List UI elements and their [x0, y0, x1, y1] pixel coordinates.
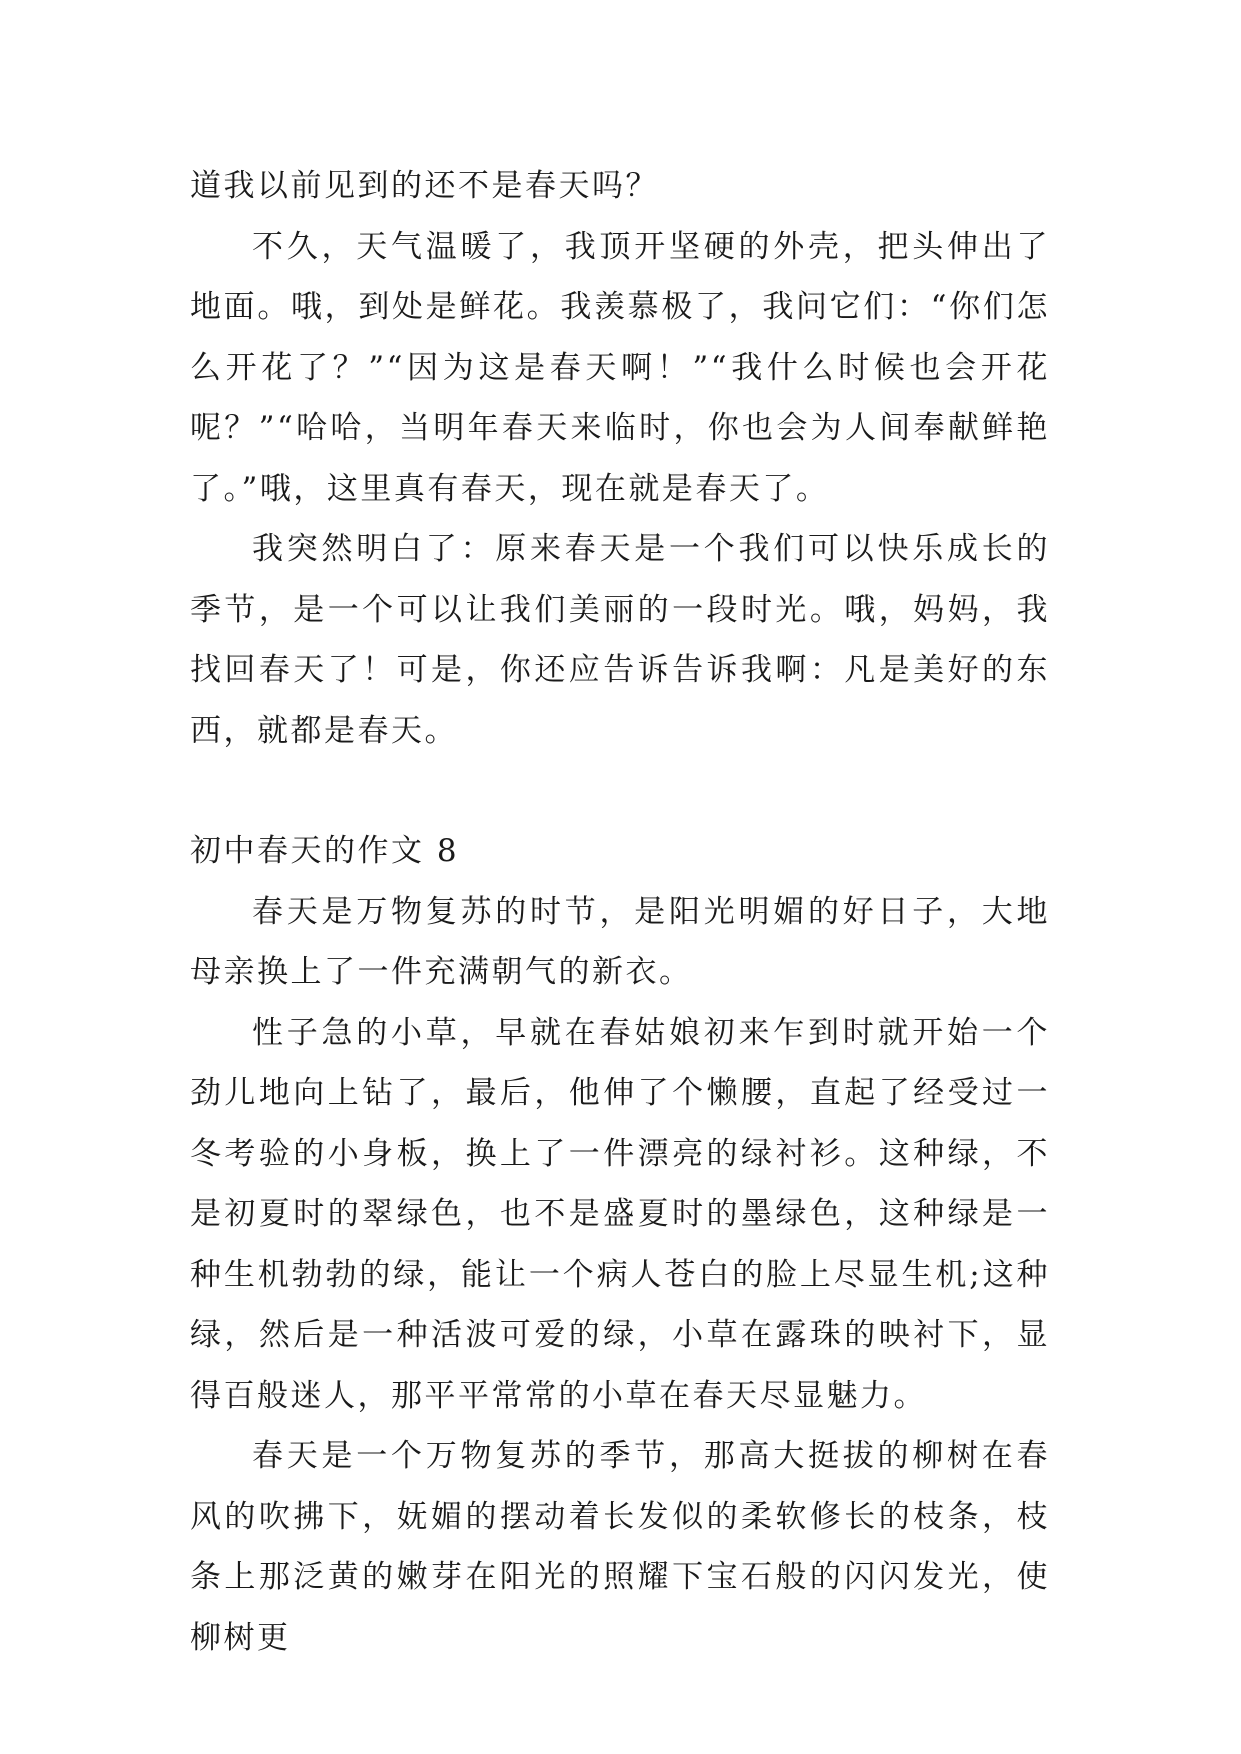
section-heading: 初中春天的作文 8 — [190, 833, 460, 869]
paragraph: 不久，天气温暖了，我顶开坚硬的外壳，把头伸出了地面。哦，到处是鲜花。我羡慕极了，我问它们：“你们怎么开花了？”“因为这是春天啊！”“我什么时候也会开花呢？”“哈哈，当明年春天来临时，你也会为人间奉献鲜艳了。”哦，这里真有春天，现在就是春天了。 — [190, 228, 1050, 507]
document-body — [190, 156, 1050, 1668]
paragraph: 春天是万物复苏的时节，是阳光明媚的好日子，大地母亲换上了一件充满朝气的新衣。 — [190, 893, 1050, 990]
paragraph: 我突然明白了：原来春天是一个我们可以快乐成长的季节，是一个可以让我们美丽的一段时光。哦，妈妈，我找回春天了！可是，你还应告诉告诉我啊：凡是美好的东西，就都是春天。 — [190, 531, 1050, 749]
paragraph: 春天是一个万物复苏的季节，那高大挺拔的柳树在春风的吹拂下，妩媚的摆动着长发似的柔软修长的枝条，枝条上那泛黄的嫩芽在阳光的照耀下宝石般的闪闪发光，使柳树更 — [190, 1438, 1050, 1656]
paragraph-continuation: 道我以前见到的还不是春天吗？ — [190, 168, 659, 204]
paragraph: 性子急的小草，早就在春姑娘初来乍到时就开始一个劲儿地向上钻了，最后，他伸了个懒腰，直起了经受过一冬考验的小身板，换上了一件漂亮的绿衬衫。这种绿，不是初夏时的翠绿色，也不是盛夏时的墨绿色，这种绿是一种生机勃勃的绿，能让一个病人苍白的脸上尽显生机;这种绿，然后是一种活波可爱的绿，小草在露珠的映衬下，显得百般迷人，那平平常常的小草在春天尽显魅力。 — [190, 1014, 1050, 1414]
